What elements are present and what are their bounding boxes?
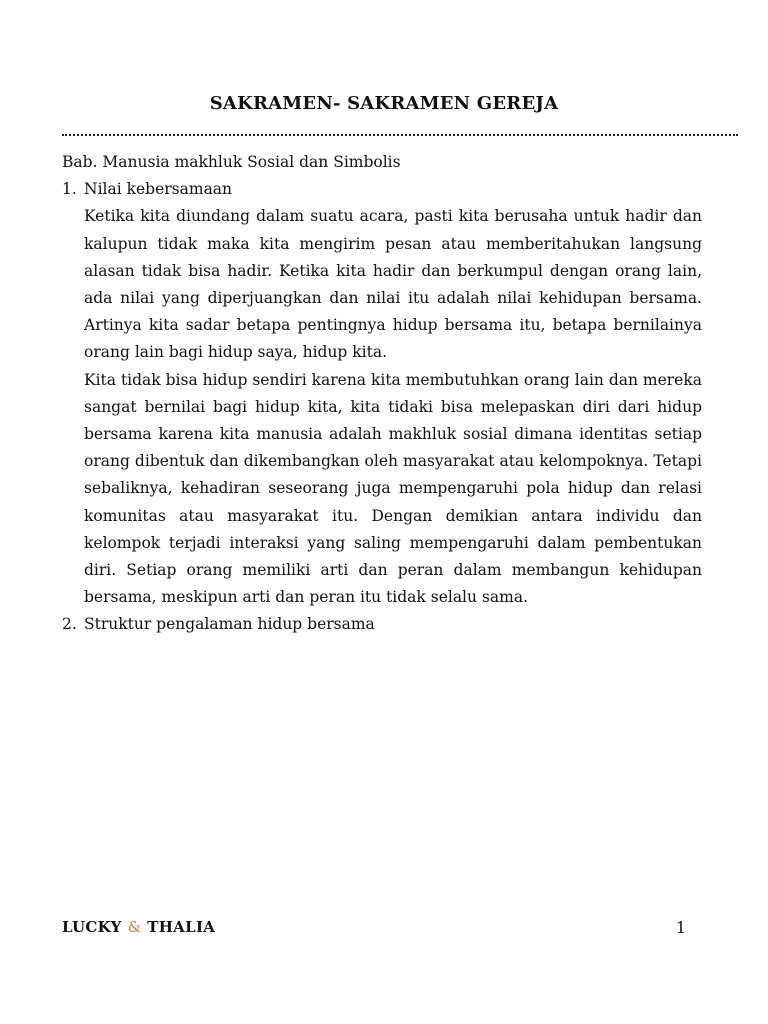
- page-number: 1: [675, 918, 686, 937]
- list-item-number: 2.: [62, 615, 77, 634]
- paragraph: Kita tidak bisa hidup sendiri karena kita membutuhkan orang lain dan mereka sangat bernilai bagi hidup kita, kita tidaki bisa melepaskan diri dari hidup bersama karena kita manusia adalah makhluk sosial dimana identitas setiap orang dibentuk dan dikembangkan oleh masyarakat atau kelompoknya. Tetapi sebaliknya, kehadiran seseorang juga mempengaruhi pola hidup dan relasi komunitas atau masyarakat itu. Dengan demikian antara individu dan kelompok terjadi interaksi yang saling mempengaruhi dalam pembentukan diri. Setiap orang memiliki arti dan peran dalam membangun kehidupan bersama, meskipun arti dan peran itu tidak selalu sama.: [84, 370, 702, 607]
- document-body: [62, 149, 702, 639]
- list-item-number: 1.: [62, 180, 77, 199]
- list-item-body: [84, 176, 702, 611]
- list-item-heading: Nilai kebersamaan: [84, 180, 233, 199]
- list-item: [62, 176, 702, 611]
- footer-ampersand: &: [127, 918, 142, 936]
- list-item-heading: Struktur pengalaman hidup bersama: [84, 615, 375, 634]
- list-item: [62, 611, 702, 638]
- dotted-divider: [62, 134, 738, 136]
- footer-author-2: THALIA: [147, 918, 216, 936]
- paragraph: Ketika kita diundang dalam suatu acara, pasti kita berusaha untuk hadir dan kalupun tidak maka kita mengirim pesan atau memberitahukan langsung alasan tidak bisa hadir. Ketika kita hadir dan berkumpul dengan orang lain, ada nilai yang diperjuangkan dan nilai itu adalah nilai kehidupan bersama. Artinya kita sadar betapa pentingnya hidup bersama itu, betapa bernilainya orang lain bagi hidup saya, hidup kita.: [84, 207, 702, 362]
- chapter-heading: Bab. Manusia makhluk Sosial dan Simbolis: [62, 153, 401, 171]
- list-item-body: [84, 611, 702, 638]
- document-title: SAKRAMEN- SAKRAMEN GEREJA: [209, 93, 559, 114]
- footer-author-1: LUCKY: [62, 918, 122, 936]
- footer-authors: [62, 918, 215, 936]
